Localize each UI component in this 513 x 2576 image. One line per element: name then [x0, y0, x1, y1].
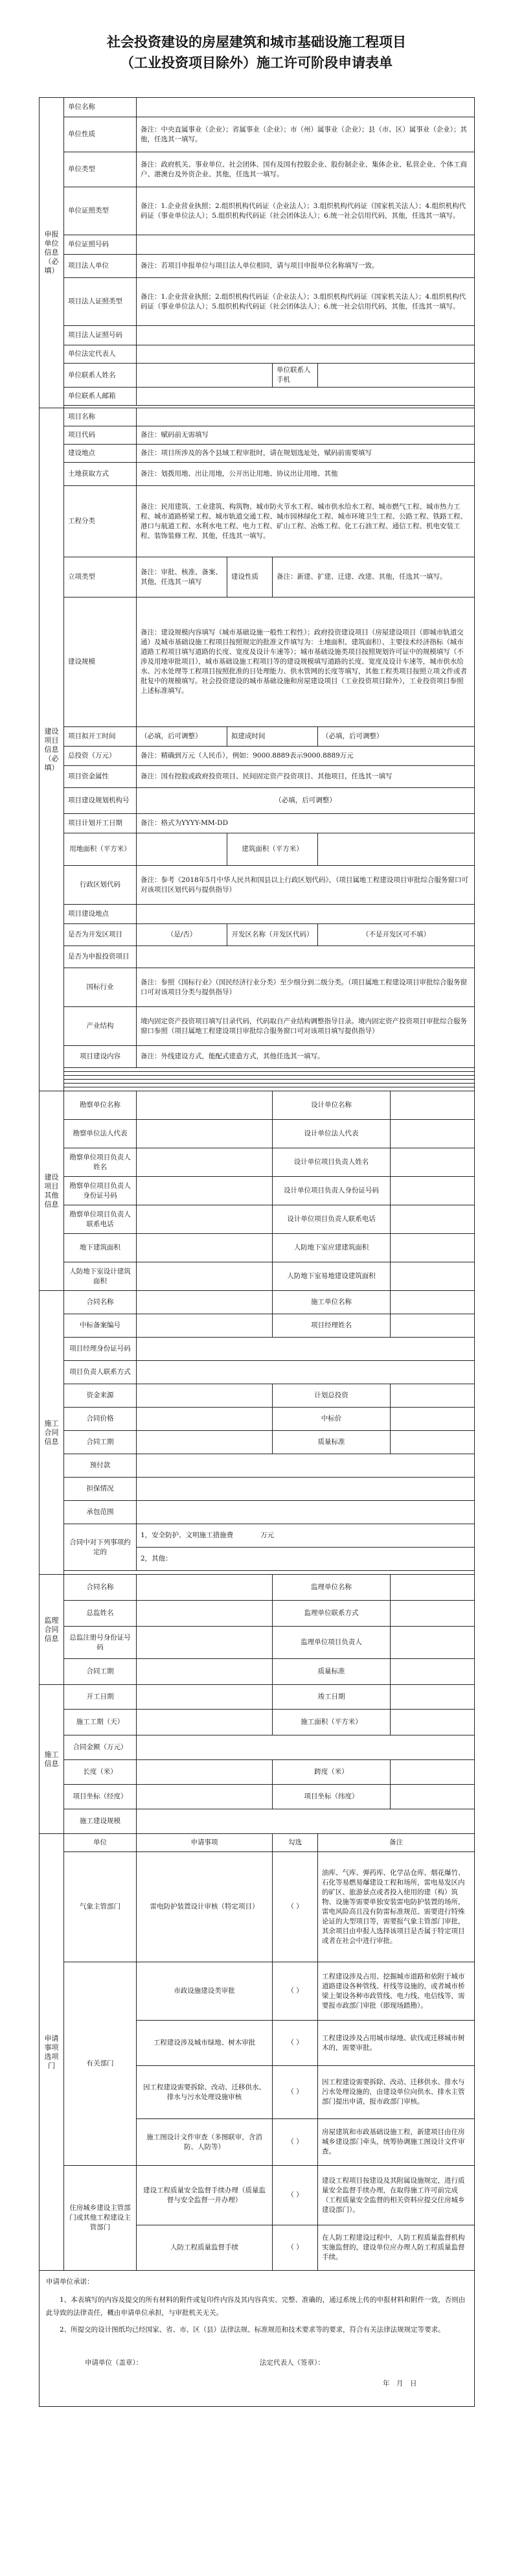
- field-label: 勘察单位项目负责人姓名: [64, 1148, 137, 1177]
- field-value-input[interactable]: [391, 1148, 475, 1177]
- field-label: 勘察单位法人代表: [64, 1120, 137, 1148]
- field-label: 施工单位名称: [273, 1291, 391, 1314]
- field-label: 开工日期: [64, 1685, 137, 1710]
- matter-note: 工程建设涉及占用城市绿地、砍伐或迁移城市树木的，需要审批。: [318, 2021, 475, 2066]
- field-label: 国标行业: [64, 968, 137, 1007]
- field-value-note[interactable]: 备注：外线建设方式，能配式建造方式，其他任选其一填写。: [137, 1046, 475, 1068]
- field-label: 工程分类: [64, 486, 137, 557]
- field-value-input[interactable]: [391, 1659, 475, 1685]
- cost-line-1[interactable]: [137, 1524, 475, 1548]
- field-value-input[interactable]: [391, 1234, 475, 1262]
- field-value-input[interactable]: [391, 1177, 475, 1205]
- field-label: 设计单位项目负责人联系电话: [273, 1205, 391, 1234]
- field-value-input[interactable]: [137, 408, 475, 426]
- field-value-input[interactable]: [391, 1627, 475, 1659]
- section-other: 建设项目其他信息: [40, 1091, 64, 1291]
- field-value-note[interactable]: 备注：参照《国标行业》（国民经济行业分类）至少细分到二级分类。（项目属地工程建设项目审批综合服务窗口可对该项目分类与提供指导）: [137, 968, 475, 1007]
- field-label: 建筑面积（平方米）: [227, 833, 318, 866]
- promise-item-1: 1、本表填写的内容及提交的所有材料的附件或复印件内容及其内容真实、完整、准确的，通过系统上传的申报材料和附件一致，否则由此导致的法律责任，概由申请单位承担，与审批机关无关。: [46, 2296, 466, 2317]
- form-title-line2: （工业投资项目除外）施工许可阶段申请表单: [120, 54, 393, 71]
- field-label: 土地获取方式: [64, 463, 137, 486]
- matters-header-matter: 申请事项: [137, 1834, 273, 1852]
- field-label: 项目负责人联系方式: [64, 1361, 137, 1384]
- field-value-input[interactable]: [137, 1710, 273, 1735]
- field-label: 项目坐标（经度）: [64, 1785, 137, 1809]
- field-label: 监理单位名称: [273, 1575, 391, 1601]
- field-value-input[interactable]: [137, 1148, 273, 1177]
- field-label: 质量标准: [273, 1431, 391, 1454]
- field-value-note[interactable]: 备注：1.企业营业执照；2.组织机构代码证（企业法人）；3.组织机构代码证（国家机关法人）；4.组织机构代码证（事业单位法人）；5.组织机构代码证（社会团体法人）；6.统一社会信用代码，其他，任选其一填写。: [137, 278, 475, 326]
- field-value-input[interactable]: [391, 1431, 475, 1454]
- field-label: 单位名称: [64, 98, 137, 117]
- field-label: 单位联系人手机: [273, 364, 318, 388]
- field-value-note[interactable]: 备注：精确到万元（人民币），例如：9000.8889表示9000.8889万元: [137, 747, 475, 766]
- field-label: 担保情况: [64, 1478, 137, 1501]
- field-value-input[interactable]: [137, 1291, 273, 1314]
- field-label: 产业结构: [64, 1007, 137, 1046]
- cost-line-1-text: 1，安全防护、文明施工措施费: [141, 1531, 234, 1539]
- field-label: 竣工日期: [273, 1685, 391, 1710]
- matters-header-check: 勾选: [273, 1834, 318, 1852]
- field-value-input[interactable]: [137, 1575, 273, 1601]
- field-value-input[interactable]: [137, 1262, 273, 1291]
- field-value-note[interactable]: 备注：项目所涉及的各个县域工程审批时，请在规划选址处，赋码前需要填写: [137, 445, 475, 463]
- matter-name: 市政设施建设类审批: [137, 1962, 273, 2021]
- field-value-note[interactable]: 备注：新建、扩建、迁建、改建、其他，任选其一填写。: [273, 557, 475, 598]
- field-value-input[interactable]: [391, 1601, 475, 1627]
- field-label: 施工工期（天）: [64, 1710, 137, 1735]
- field-value-input[interactable]: [137, 1454, 475, 1478]
- field-value-note[interactable]: 备注：赋码前无需填写: [137, 426, 475, 445]
- field-label: 人防地下室应建建筑面积: [273, 1234, 391, 1262]
- field-label: 合同工期: [64, 1659, 137, 1685]
- field-label: 总监姓名: [64, 1601, 137, 1627]
- field-value-input[interactable]: [391, 1262, 475, 1291]
- field-value-note[interactable]: 备注：划拨用地、出让用地，公开出让用地、协议出让用地、其他: [137, 463, 475, 486]
- field-label: 项目拟开工时间: [64, 727, 137, 747]
- field-value-input[interactable]: [391, 1760, 475, 1785]
- field-value-input[interactable]: [318, 833, 475, 866]
- field-label: 合同名称: [64, 1575, 137, 1601]
- field-value-input[interactable]: [137, 235, 475, 255]
- field-value-input[interactable]: [391, 1408, 475, 1431]
- field-label: 项目法人证照类型: [64, 278, 137, 326]
- field-label: 监理单位联系方式: [273, 1601, 391, 1627]
- field-label: 长度（米）: [64, 1760, 137, 1785]
- field-label: 单位证照类型: [64, 187, 137, 235]
- field-value-note[interactable]: 备注：民用建筑、工业建筑、构筑物、城市防火节水工程、城市供水给水工程、城市燃气工程、城市热力工程、城市道路桥梁工程、城市轨道交通工程、城市园林绿化工程、城市环境卫生工程、公路工程、铁路工程、港口与航道工程、水利水电工程、电力工程、矿山工程、冶炼工程、化工石油工程、通信工程、机电安装工程、装饰装修工程、其他，任选其一填写。: [137, 486, 475, 557]
- field-value-input[interactable]: [391, 1384, 475, 1408]
- field-label: 监理单位项目负责人: [273, 1627, 391, 1659]
- field-value-input[interactable]: [391, 1205, 475, 1234]
- field-value-input[interactable]: [137, 1408, 273, 1431]
- field-value-input[interactable]: [391, 1685, 475, 1710]
- field-label: 项目计划开工日期: [64, 814, 137, 833]
- field-label: 开发区名称（开发区代码）: [227, 924, 318, 946]
- field-value-input[interactable]: [137, 905, 475, 924]
- field-label: 承包范围: [64, 1501, 137, 1524]
- field-label: 项目经理身份证号码: [64, 1338, 137, 1361]
- field-label: 中标备案编号: [64, 1314, 137, 1338]
- field-value-input[interactable]: [391, 1575, 475, 1601]
- field-value-note[interactable]: （必填，后可调整）: [318, 727, 475, 747]
- matter-name: 施工图设计文件审查（多图联审，含消防、人防等）: [137, 2119, 273, 2166]
- matter-name: 人防工程质量监督手续: [137, 2225, 273, 2271]
- field-value-note[interactable]: 备注：参考《2018年5月中华人民共和国县以上行政区划代码》，（项目属地工程建设项目审批综合服务窗口可对该项目区划代码与提供指导）: [137, 866, 475, 905]
- field-value-input[interactable]: [137, 1685, 273, 1710]
- cost-unit: 万元: [260, 1531, 275, 1539]
- field-label: 单位联系人姓名: [64, 364, 137, 388]
- field-value-input[interactable]: [137, 1177, 273, 1205]
- field-label: 行政区划代码: [64, 866, 137, 905]
- field-label: 立项类型: [64, 557, 137, 598]
- field-label: 项目经理姓名: [273, 1314, 391, 1338]
- field-label: 项目法人证照号码: [64, 326, 137, 345]
- field-label: 项目建设地点: [64, 905, 137, 924]
- field-value-input[interactable]: [391, 1091, 475, 1120]
- field-label: 中标价: [273, 1408, 391, 1431]
- field-label: 项目资金属性: [64, 766, 137, 788]
- field-label: 合同工期: [64, 1431, 137, 1454]
- matter-unit: 有关部门: [64, 1962, 137, 2166]
- field-label: 建设地点: [64, 445, 137, 463]
- field-value-input[interactable]: [318, 364, 475, 388]
- field-value-input[interactable]: [391, 1785, 475, 1809]
- field-value-input[interactable]: [137, 1760, 273, 1785]
- applicant-seal-label: 申请单位（盖章）：: [85, 2359, 143, 2367]
- field-label: 勘察单位名称: [64, 1091, 137, 1120]
- field-value-input[interactable]: [137, 1384, 273, 1408]
- application-form-table: [39, 97, 475, 2407]
- field-value-note[interactable]: 备注：政府机关、事业单位、社会团体、国有及国有控股企业、股份制企业、集体企业、私营企业、个体工商户、港澳台及外资企业、其他，任选其一填写。: [137, 152, 475, 187]
- field-label: 勘察单位项目负责人身份证号码: [64, 1177, 137, 1205]
- cost-line-2[interactable]: 2，其他：: [137, 1548, 475, 1571]
- field-label: 单位联系人邮箱: [64, 388, 137, 406]
- field-value-input[interactable]: [137, 364, 273, 388]
- field-value-note[interactable]: 备注：若项目申报单位与项目法人单位相同，请与项目申报单位名称填写一致。: [137, 255, 475, 278]
- field-label: 计划总投资: [273, 1384, 391, 1408]
- field-label: 总监注册号身份证号码: [64, 1627, 137, 1659]
- field-label: 单位类型: [64, 152, 137, 187]
- field-value-note[interactable]: 备注：中央直属事业（企业）；省属事业（企业）；市（州）属事业（企业）；县（市、区）属事业（企业）；其他，任选其一填写。: [137, 117, 475, 152]
- section-construction: 施工信息: [40, 1685, 64, 1834]
- matter-checkbox[interactable]: （ ）: [273, 2021, 318, 2066]
- field-value-input[interactable]: [137, 1601, 273, 1627]
- field-value-note[interactable]: （是/否）: [137, 924, 227, 946]
- matter-note: 工程建设涉及占用、挖掘城市道路和依附于城市道路建设各种管线、杆线等设施的，或者城市桥梁上架设各种市政管线、电力线、电信线等，需要报市政部门审批（即现场踏勘）。: [318, 1962, 475, 2021]
- field-value-input[interactable]: [137, 326, 475, 345]
- legal-rep-sign-label: 法定代表人（签章）：: [260, 2359, 325, 2367]
- field-label: 勘察单位项目负责人联系电话: [64, 1205, 137, 1234]
- field-value-note[interactable]: 备注：1.企业营业执照；2.组织机构代码证（企业法人）；3.组织机构代码证（国家机关法人）；4.组织机构代码证（事业单位法人）；5.组织机构代码证（社会团体法人）；6.统一社会信用代码，其他，任选其一填写。: [137, 187, 475, 235]
- field-value-input[interactable]: [137, 946, 475, 968]
- field-label: 跨度（米）: [273, 1760, 391, 1785]
- field-value-input[interactable]: [391, 1120, 475, 1148]
- field-label: 人防地下室设计建筑面积: [64, 1262, 137, 1291]
- field-value-input[interactable]: [137, 1501, 475, 1524]
- field-label: 合同金额（万元）: [64, 1735, 137, 1760]
- field-value-input[interactable]: [137, 1338, 475, 1361]
- field-value-note[interactable]: 备注：格式为YYYY-MM-DD: [137, 814, 475, 833]
- matter-note: 建设工程项目按建设及其附属设施规定，进行质量安全监督手续办理，在取得施工许可前完成（工程质量安全监督的相关资料应提交住房城乡建设部门）。: [318, 2166, 475, 2225]
- field-value-input[interactable]: [137, 98, 475, 117]
- field-value-input[interactable]: [137, 1234, 273, 1262]
- matter-checkbox[interactable]: （ ）: [273, 1852, 318, 1962]
- field-label: 项目名称: [64, 408, 137, 426]
- field-label: 设计单位项目负责人身份证号码: [273, 1177, 391, 1205]
- field-value-input[interactable]: [137, 1627, 273, 1659]
- section-supervision: 监理合同信息: [40, 1575, 64, 1685]
- promise-title: 申请单位承诺：: [46, 2278, 94, 2286]
- field-label: 施工面积（平方米）: [273, 1710, 391, 1735]
- section-project: 建设项目信息（必填）: [40, 408, 64, 1091]
- field-label: 项目代码: [64, 426, 137, 445]
- matter-checkbox[interactable]: （ ）: [273, 2166, 318, 2225]
- field-value-input[interactable]: [137, 1120, 273, 1148]
- matter-unit: 气象主管部门: [64, 1852, 137, 1962]
- matter-note: 房屋建筑和市政基础设施工程，新建项目由住房城乡建设部门牵头，统筹协调施工图设计文件审查。: [318, 2119, 475, 2166]
- matter-checkbox[interactable]: （ ）: [273, 2119, 318, 2166]
- field-label: 施工建设规模: [64, 1809, 137, 1834]
- field-label: 合同价格: [64, 1408, 137, 1431]
- matter-note: 因工程建设需要拆除、改动、迁移供水、排水与污水处理设施的，由建设单位向供水、排水主管部门提出申请，报市政部门审核。: [318, 2066, 475, 2119]
- field-label: 设计单位项目负责人姓名: [273, 1148, 391, 1177]
- promise-item-2: 2、所提交的设计图纸均已经国家、省、市、区（县）法律法规、标准规范和技术要求等的要求，符合有关法律法规规定等要求。: [60, 2326, 445, 2334]
- matter-checkbox[interactable]: （ ）: [273, 2066, 318, 2119]
- field-label: 项目建设内容: [64, 1046, 137, 1068]
- field-label: 人防地下室易地建设建筑面积: [273, 1262, 391, 1291]
- field-label: 合同名称: [64, 1291, 137, 1314]
- matters-header-unit: 单位: [64, 1834, 137, 1852]
- matter-name: 因工程建设需要拆除、改动、迁移供水、排水与污水处理设施审核: [137, 2066, 273, 2119]
- field-label: 质量标准: [273, 1659, 391, 1685]
- matter-name: 雷电防护装置设计审核（特定项目）: [137, 1852, 273, 1962]
- field-value-note[interactable]: 境内固定资产投资项目填写目录代码，代码取自产业结构调整指导目录。境内固定资产投资项目审批综合服务窗口参照（项目属地工程建设项目审批综合服务窗口可对该项目填写提供指导）: [137, 1007, 475, 1046]
- field-label: 资金来源: [64, 1384, 137, 1408]
- field-label: 项目坐标（纬度）: [273, 1785, 391, 1809]
- field-label: 单位证照号码: [64, 235, 137, 255]
- field-label: 用地面积（平方米）: [64, 833, 137, 866]
- field-label: 建设性质: [227, 557, 273, 598]
- form-title-line1: 社会投资建设的房屋建筑和城市基础设施工程项目: [107, 34, 406, 50]
- field-value-input[interactable]: [137, 1785, 273, 1809]
- section-matters: 申请事项选项门: [40, 1834, 64, 2271]
- field-value-input[interactable]: [137, 1091, 273, 1120]
- field-value-input[interactable]: [137, 388, 475, 406]
- field-value-input[interactable]: [137, 1314, 273, 1338]
- field-value-note[interactable]: （必填，后可调整）: [137, 788, 475, 814]
- field-label: 是否为开发区项目: [64, 924, 137, 946]
- field-value-input[interactable]: [391, 1291, 475, 1314]
- field-label: 预付款: [64, 1454, 137, 1478]
- field-value-note[interactable]: 备注：建设规模内容填写（城市基础设施一般性工程性）；政府投资建设项目（房屋建设项目（即城市轨道交通）及城市基础设施工程项目按照规定的批准文件填写为：土地面积、建筑面积）、主要技术经济指标（城市道路工程项目填写道路的长度、宽度及设计车速等）；城市基础设施类项目按照规划许可证中的规模填写（不涉及用地审批项目），城市基础设施工程项目等的建设规模填写道路的长度、宽度及设计车速等，城市供水给水、污水处理等工程项目按照批准的日处理能力、供水管网的长度等填写，其他工程类项目按照立项文件或者批复中的规模填写。社会投资建设的城市基础设施和房屋建设项目（工业投资项目除外），工业投资项目参照上述标准填写。: [137, 598, 475, 727]
- field-value-input[interactable]: [137, 1361, 475, 1384]
- matter-name: 工程建设涉及城市绿地、树木审批: [137, 2021, 273, 2066]
- field-value-note[interactable]: 备注：国有控股或政府投资项目、民间固定资产投资项目、其他项目，任选其一填写: [137, 766, 475, 788]
- field-value-note[interactable]: （必填，后可调整）: [137, 727, 227, 747]
- field-value-input[interactable]: [137, 833, 227, 866]
- field-value-input[interactable]: [391, 1710, 475, 1735]
- matter-name: 建设工程质量安全监督手续办理（质量监督与安全监督一并办理）: [137, 2166, 273, 2225]
- field-label: 设计单位名称: [273, 1091, 391, 1120]
- sign-date: 年 月 日: [383, 2380, 417, 2387]
- field-value-input[interactable]: [137, 1735, 475, 1760]
- field-label: 是否为申报投资项目: [64, 946, 137, 968]
- section-contract: 施工合同信息: [40, 1291, 64, 1575]
- matter-checkbox[interactable]: （ ）: [273, 2225, 318, 2271]
- field-value-input[interactable]: [137, 1478, 475, 1501]
- field-label: 设计单位法人代表: [273, 1120, 391, 1148]
- field-value-input[interactable]: [137, 1431, 273, 1454]
- field-value-note[interactable]: （不是开发区可不填）: [318, 924, 475, 946]
- field-value-input[interactable]: [391, 1314, 475, 1338]
- field-label: 单位性质: [64, 117, 137, 152]
- field-value-input[interactable]: [137, 1205, 273, 1234]
- field-value-input[interactable]: [137, 1659, 273, 1685]
- field-label: 建设规模: [64, 598, 137, 727]
- field-label: 合同中对下列事项约定的: [64, 1524, 137, 1571]
- field-label: 单位法定代表人: [64, 345, 137, 364]
- section-applicant: 申报单位信息（必填）: [40, 98, 64, 408]
- field-label: 总投资（万元）: [64, 747, 137, 766]
- field-label: 项目建设规划机构号: [64, 788, 137, 814]
- field-label: 地下建筑面积: [64, 1234, 137, 1262]
- matters-header-note: 备注: [318, 1834, 475, 1852]
- matter-note: 油库、气库、弹药库、化学品仓库、烟花爆竹、石化等易燃易爆建设工程和场所，雷电易发区内的矿区、旅游景点或者投入使用的建（构）筑物、设施等需要单独安装雷电防护装置的场所，雷电风险高且没有防雷标准规范、需要进行特殊论证的大型项目等，需要报气象主管部门审批，其余项目由申报人选择该项目是否属于特定项目或者在社会中进行审批。: [318, 1852, 475, 1962]
- field-label: 项目法人单位: [64, 255, 137, 278]
- matter-note: 在人防工程建设过程中，人防工程质量监督机构实施监督的，建设单位应办理人防工程质量监督手续。: [318, 2225, 475, 2271]
- field-value-note[interactable]: 备注：审批、核准、备案、其他，任选其一填写: [137, 557, 227, 598]
- promise-block: [40, 2271, 475, 2407]
- field-value-input[interactable]: [137, 345, 475, 364]
- matter-unit: 住房城乡建设主管部门或其他工程建设主管部门: [64, 2166, 137, 2271]
- field-value-input[interactable]: [137, 1809, 475, 1834]
- field-label: 拟建成时间: [227, 727, 318, 747]
- matter-checkbox[interactable]: （ ）: [273, 1962, 318, 2021]
